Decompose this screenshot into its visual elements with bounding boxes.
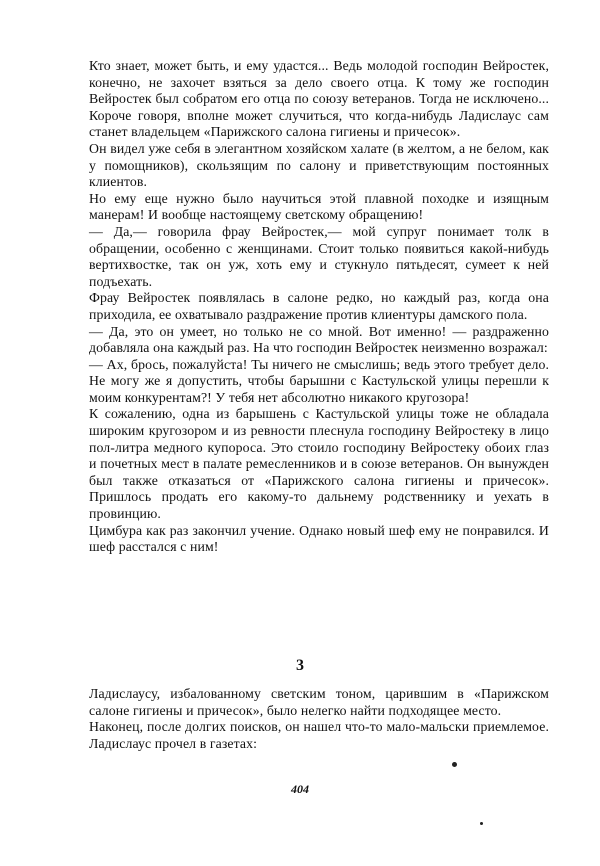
- paragraph-8: К сожалению, одна из барышень с Кастульской улицы тоже не обладала широким кругозором и из ревности плеснула господину Вейростеку в лицо пол-литра медного купороса. Это стоило господину Вейростеку обоих глаз и почетных мест в палате ремесленников и в союзе ветеранов. Он вынужден был также отказаться от «Парижского салона гигиены и причесок». Пришлось продать его какому-то дальнему родственнику и уехать в провинцию.: [89, 406, 549, 522]
- main-text-block: [89, 58, 549, 556]
- paragraph-9: Цимбура как раз закончил учение. Однако новый шеф ему не понравился. И шеф расстался с ним!: [89, 522, 549, 555]
- paragraph-11: Наконец, после долгих поисков, он нашел что-то мало-мальски приемлемое. Ладислаус прочел в газетах:: [89, 719, 549, 751]
- paragraph-4: — Да,— говорила фрау Вейростек,— мой супруг понимает толк в обращении, особенно с женщинами. Стоит только появиться какой-нибудь вертихвостке, так он уж, хоть ему и стукнуло пятьдесят, сумеет к ней подъехать.: [89, 223, 549, 289]
- ink-dot: [452, 762, 457, 767]
- chapter-text-block: [89, 686, 549, 752]
- paragraph-3: Но ему еще нужно было научиться этой плавной походке и изящным манерам! И вообще настоящему светскому обращению!: [89, 190, 549, 223]
- paragraph-6: — Да, это он умеет, но только не со мной. Вот именно! — раздраженно добавляла она каждый раз. На что господин Вейростек неизменно возражал:: [89, 323, 549, 356]
- paragraph-10: Ладислаусу, избалованному светским тоном, царившим в «Парижском салоне гигиены и причесок», было нелегко найти подходящее место.: [89, 686, 549, 718]
- ink-speck: [480, 822, 483, 825]
- paragraph-2: Он видел уже себя в элегантном хозяйском халате (в желтом, а не белом, как у помощников), скользящим по салону и приветствующим постоянных клиентов.: [89, 140, 549, 190]
- chapter-number: 3: [296, 657, 304, 674]
- paragraph-1: Кто знает, может быть, и ему удастся... Ведь молодой господин Вейростек, конечно, не захочет взяться за дело своего отца. К тому же господин Вейростек был собратом его отца по союзу ветеранов. Тогда не исключено... Короче говоря, вполне может случиться, что когда-нибудь Ладислаус сам станет владельцем «Парижского салона гигиены и причесок».: [89, 58, 549, 140]
- paragraph-5: Фрау Вейростек появлялась в салоне редко, но каждый раз, когда она приходила, ее охватывало раздражение против клиентуры дамского пола.: [89, 290, 549, 322]
- paragraph-7: — Ах, брось, пожалуйста! Ты ничего не смыслишь; ведь этого требует дело. Не могу же я допустить, чтобы барышни с Кастульской улицы перешли к моим конкурентам?! У тебя нет абсолютно никакого кругозора!: [89, 356, 549, 405]
- page-number: 404: [291, 782, 309, 796]
